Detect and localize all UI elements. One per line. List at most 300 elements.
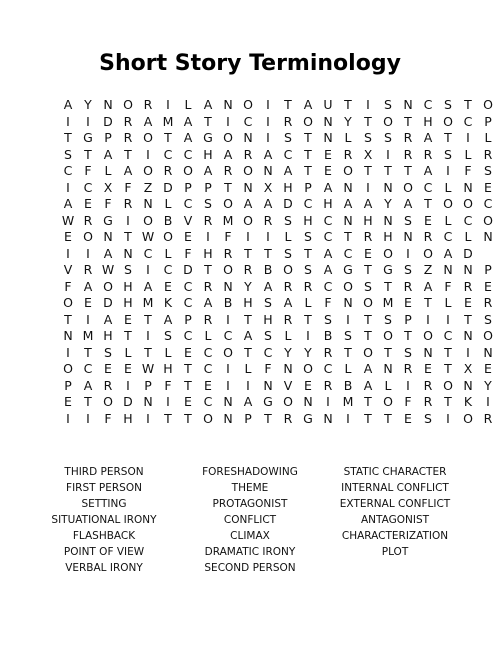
- grid-letter: T: [364, 262, 372, 277]
- letter-grid: [58, 97, 493, 427]
- grid-letter: T: [164, 130, 172, 145]
- grid-letter: S: [264, 295, 272, 310]
- word-list-item: STATIC CHARACTER: [343, 466, 447, 478]
- grid-row: [58, 245, 473, 263]
- grid-letter: Z: [423, 262, 433, 277]
- grid-letter: A: [323, 245, 333, 261]
- word-list-item: CHARACTERIZATION: [341, 530, 449, 542]
- grid-letter: P: [304, 179, 312, 195]
- grid-letter: I: [246, 377, 250, 393]
- grid-letter: S: [444, 97, 452, 112]
- grid-letter: T: [364, 394, 372, 409]
- grid-letter: D: [123, 394, 133, 409]
- grid-letter: C: [263, 344, 273, 360]
- grid-letter: I: [226, 377, 230, 393]
- grid-letter: A: [203, 295, 213, 310]
- grid-letter: I: [166, 97, 170, 112]
- grid-row: [58, 179, 492, 197]
- grid-letter: A: [363, 196, 373, 211]
- grid-letter: T: [304, 130, 312, 145]
- grid-letter: D: [163, 179, 173, 195]
- grid-letter: T: [404, 163, 412, 178]
- grid-letter: O: [283, 394, 293, 409]
- grid-letter: O: [343, 163, 353, 178]
- grid-row: [58, 394, 490, 411]
- grid-letter: S: [404, 212, 412, 228]
- grid-letter: T: [384, 344, 392, 360]
- grid-letter: F: [264, 361, 272, 376]
- grid-letter: A: [303, 97, 313, 112]
- grid-letter: R: [283, 113, 293, 129]
- grid-letter: S: [364, 278, 372, 294]
- grid-letter: I: [406, 245, 410, 261]
- grid-letter: L: [464, 146, 472, 162]
- grid-letter: C: [423, 179, 433, 195]
- grid-letter: O: [223, 262, 233, 277]
- grid-letter: S: [304, 229, 312, 244]
- grid-letter: L: [164, 196, 172, 211]
- grid-letter: N: [63, 328, 73, 343]
- grid-letter: C: [223, 328, 233, 343]
- grid-letter: T: [444, 394, 452, 409]
- grid-letter: T: [444, 344, 452, 360]
- grid-letter: A: [263, 196, 273, 211]
- grid-letter: O: [483, 328, 493, 343]
- grid-letter: N: [403, 97, 413, 112]
- grid-letter: E: [64, 394, 72, 409]
- grid-letter: A: [203, 163, 213, 178]
- grid-row: [58, 311, 492, 329]
- grid-letter: N: [323, 410, 333, 426]
- grid-letter: C: [343, 245, 353, 261]
- grid-letter: N: [323, 130, 333, 145]
- grid-letter: S: [204, 196, 212, 211]
- grid-letter: R: [403, 361, 413, 376]
- grid-letter: I: [226, 311, 230, 327]
- grid-row: [58, 113, 492, 131]
- grid-letter: N: [223, 97, 233, 112]
- grid-letter: P: [484, 262, 492, 277]
- grid-letter: L: [164, 245, 172, 261]
- grid-letter: C: [463, 212, 473, 228]
- grid-letter: C: [303, 196, 313, 211]
- grid-letter: S: [304, 262, 312, 277]
- grid-letter: T: [384, 163, 392, 178]
- grid-letter: N: [263, 163, 273, 178]
- grid-letter: L: [104, 163, 112, 178]
- grid-letter: S: [324, 311, 332, 327]
- grid-letter: T: [264, 410, 272, 426]
- grid-letter: A: [363, 361, 373, 376]
- grid-row: [58, 328, 493, 345]
- grid-letter: O: [223, 196, 233, 211]
- grid-letter: R: [203, 311, 213, 327]
- grid-letter: O: [63, 361, 73, 376]
- grid-letter: E: [464, 295, 472, 310]
- grid-letter: F: [84, 163, 92, 178]
- grid-letter: L: [184, 97, 192, 112]
- word-list-item: FIRST PERSON: [66, 482, 142, 494]
- word-list-item: VERBAL IRONY: [65, 562, 143, 574]
- grid-letter: L: [344, 361, 352, 376]
- grid-letter: E: [484, 278, 492, 294]
- grid-letter: I: [146, 146, 150, 162]
- grid-letter: A: [223, 146, 233, 162]
- grid-letter: A: [103, 146, 113, 162]
- grid-letter: H: [363, 212, 373, 228]
- grid-letter: T: [364, 410, 372, 426]
- grid-letter: O: [123, 97, 133, 112]
- grid-letter: I: [66, 179, 70, 195]
- grid-letter: C: [143, 245, 153, 261]
- grid-letter: T: [344, 97, 352, 112]
- grid-letter: O: [383, 328, 393, 343]
- grid-letter: S: [484, 311, 492, 327]
- grid-letter: T: [464, 311, 472, 327]
- grid-letter: T: [244, 311, 252, 327]
- grid-letter: O: [183, 163, 193, 178]
- grid-letter: C: [283, 146, 293, 162]
- grid-letter: C: [183, 278, 193, 294]
- grid-letter: H: [383, 229, 393, 244]
- grid-letter: I: [446, 163, 450, 178]
- grid-letter: P: [484, 113, 492, 129]
- grid-letter: I: [86, 113, 90, 129]
- grid-letter: S: [404, 262, 412, 277]
- grid-letter: R: [123, 113, 133, 129]
- grid-letter: D: [183, 262, 193, 277]
- grid-letter: R: [323, 344, 333, 360]
- grid-letter: T: [224, 179, 232, 195]
- grid-letter: D: [283, 196, 293, 211]
- grid-letter: T: [344, 344, 352, 360]
- grid-letter: N: [463, 179, 473, 195]
- grid-letter: N: [383, 361, 393, 376]
- grid-letter: O: [103, 278, 113, 294]
- grid-letter: C: [163, 146, 173, 162]
- grid-letter: N: [403, 229, 413, 244]
- grid-letter: O: [403, 179, 413, 195]
- grid-letter: E: [164, 278, 172, 294]
- grid-letter: T: [364, 113, 372, 129]
- grid-letter: I: [146, 410, 150, 426]
- grid-letter: R: [283, 410, 293, 426]
- grid-letter: T: [204, 113, 212, 129]
- grid-letter: I: [266, 97, 270, 112]
- grid-letter: C: [243, 113, 253, 129]
- grid-letter: N: [383, 212, 393, 228]
- grid-letter: T: [164, 410, 172, 426]
- grid-letter: O: [223, 344, 233, 360]
- grid-letter: R: [463, 278, 473, 294]
- grid-letter: N: [243, 179, 253, 195]
- word-list-item: THIRD PERSON: [64, 466, 144, 478]
- grid-letter: O: [383, 113, 393, 129]
- grid-letter: G: [83, 130, 93, 145]
- grid-letter: D: [103, 113, 113, 129]
- grid-letter: R: [483, 146, 493, 162]
- grid-letter: R: [423, 229, 433, 244]
- grid-letter: O: [483, 212, 493, 228]
- grid-letter: T: [444, 130, 452, 145]
- grid-letter: I: [486, 394, 490, 409]
- grid-letter: A: [63, 97, 73, 112]
- grid-letter: T: [124, 229, 132, 244]
- grid-row: [58, 97, 493, 114]
- grid-letter: M: [222, 212, 234, 228]
- grid-letter: R: [283, 278, 293, 294]
- grid-letter: L: [444, 212, 452, 228]
- grid-letter: O: [223, 130, 233, 145]
- grid-letter: A: [283, 295, 293, 310]
- grid-letter: Y: [244, 278, 252, 294]
- grid-letter: I: [66, 410, 70, 426]
- grid-letter: T: [264, 245, 272, 261]
- grid-letter: H: [123, 410, 133, 426]
- grid-letter: N: [383, 179, 393, 195]
- grid-letter: H: [163, 361, 173, 376]
- grid-letter: A: [123, 163, 133, 178]
- grid-letter: F: [464, 163, 472, 178]
- grid-letter: T: [304, 245, 312, 261]
- grid-row: [58, 212, 493, 230]
- grid-letter: R: [123, 196, 133, 211]
- grid-letter: T: [304, 146, 312, 162]
- grid-letter: P: [244, 410, 252, 426]
- grid-letter: P: [184, 311, 192, 327]
- grid-letter: O: [203, 410, 213, 426]
- grid-letter: E: [324, 146, 332, 162]
- grid-letter: A: [243, 394, 253, 409]
- grid-letter: T: [364, 328, 372, 343]
- grid-letter: T: [204, 262, 212, 277]
- grid-letter: I: [86, 410, 90, 426]
- grid-row: [58, 344, 493, 362]
- word-list-item: INTERNAL CONFLICT: [341, 482, 449, 494]
- grid-letter: S: [124, 262, 132, 277]
- grid-letter: C: [163, 262, 173, 277]
- grid-letter: P: [404, 311, 412, 327]
- word-column-2: [170, 464, 330, 576]
- grid-letter: T: [124, 146, 132, 162]
- grid-letter: F: [324, 295, 332, 310]
- grid-letter: O: [243, 97, 253, 112]
- grid-letter: K: [163, 295, 173, 310]
- grid-letter: E: [124, 311, 132, 327]
- grid-letter: I: [306, 328, 310, 343]
- grid-letter: A: [143, 278, 153, 294]
- grid-letter: R: [223, 245, 233, 261]
- word-list-item: ANTAGONIST: [360, 514, 430, 526]
- grid-letter: T: [304, 163, 312, 178]
- grid-letter: I: [366, 97, 370, 112]
- grid-letter: A: [403, 196, 413, 211]
- grid-letter: Y: [304, 344, 312, 360]
- word-list-item: SETTING: [81, 498, 127, 510]
- grid-letter: M: [142, 295, 154, 310]
- grid-row: [58, 146, 493, 164]
- grid-letter: E: [104, 361, 112, 376]
- grid-letter: F: [104, 410, 112, 426]
- grid-letter: R: [203, 212, 213, 228]
- grid-letter: T: [284, 97, 292, 112]
- grid-letter: R: [163, 163, 173, 178]
- grid-letter: R: [323, 377, 333, 393]
- grid-letter: N: [483, 229, 493, 244]
- grid-letter: R: [203, 278, 213, 294]
- grid-letter: E: [484, 179, 492, 195]
- grid-letter: I: [446, 410, 450, 426]
- grid-letter: S: [424, 410, 432, 426]
- grid-letter: O: [83, 229, 93, 244]
- grid-letter: R: [403, 146, 413, 162]
- grid-letter: T: [184, 361, 192, 376]
- grid-letter: M: [82, 328, 94, 343]
- grid-letter: L: [204, 328, 212, 343]
- grid-letter: H: [323, 196, 333, 211]
- grid-letter: N: [463, 377, 473, 393]
- grid-letter: M: [342, 394, 354, 409]
- grid-letter: I: [66, 245, 70, 261]
- word-column-1: [24, 464, 184, 576]
- grid-letter: V: [183, 212, 193, 228]
- word-list-item: POINT OF VIEW: [63, 546, 145, 558]
- grid-letter: T: [84, 394, 92, 409]
- grid-letter: B: [323, 328, 333, 343]
- grid-letter: O: [443, 377, 453, 393]
- grid-letter: A: [163, 311, 173, 327]
- grid-letter: S: [384, 97, 392, 112]
- grid-letter: L: [284, 328, 292, 343]
- grid-letter: E: [424, 361, 432, 376]
- word-list-item: SITUATIONAL IRONY: [51, 514, 157, 526]
- grid-letter: N: [143, 394, 153, 409]
- grid-letter: E: [324, 163, 332, 178]
- grid-letter: A: [243, 196, 253, 211]
- grid-letter: F: [164, 377, 172, 393]
- grid-letter: S: [364, 130, 372, 145]
- grid-letter: E: [484, 361, 492, 376]
- grid-letter: N: [303, 394, 313, 409]
- grid-letter: E: [64, 229, 72, 244]
- grid-letter: A: [183, 130, 193, 145]
- grid-row: [58, 377, 492, 395]
- grid-letter: T: [184, 410, 192, 426]
- grid-letter: F: [444, 278, 452, 294]
- grid-letter: A: [263, 146, 273, 162]
- grid-letter: I: [266, 130, 270, 145]
- grid-letter: T: [364, 163, 372, 178]
- grid-letter: C: [183, 196, 193, 211]
- grid-row: [58, 229, 493, 246]
- grid-letter: F: [184, 245, 192, 261]
- grid-letter: A: [443, 245, 453, 261]
- grid-letter: R: [363, 229, 373, 244]
- grid-row: [58, 130, 492, 147]
- grid-letter: X: [263, 179, 273, 195]
- grid-letter: R: [83, 262, 93, 277]
- grid-letter: I: [446, 311, 450, 327]
- grid-letter: W: [141, 361, 155, 376]
- grid-letter: I: [166, 394, 170, 409]
- grid-letter: P: [104, 130, 112, 145]
- grid-letter: I: [206, 229, 210, 244]
- grid-letter: C: [323, 361, 333, 376]
- grid-letter: E: [204, 377, 212, 393]
- grid-letter: C: [443, 229, 453, 244]
- grid-letter: C: [183, 146, 193, 162]
- grid-letter: T: [304, 311, 312, 327]
- grid-letter: A: [203, 97, 213, 112]
- grid-letter: L: [124, 344, 132, 360]
- grid-letter: K: [463, 394, 473, 409]
- grid-letter: S: [484, 163, 492, 178]
- grid-letter: L: [304, 295, 312, 310]
- grid-letter: O: [243, 212, 253, 228]
- grid-letter: D: [463, 245, 473, 261]
- grid-letter: O: [443, 113, 453, 129]
- grid-letter: S: [264, 328, 272, 343]
- grid-letter: H: [423, 113, 433, 129]
- grid-letter: H: [123, 278, 133, 294]
- grid-letter: N: [223, 394, 233, 409]
- grid-letter: C: [183, 328, 193, 343]
- grid-letter: N: [143, 196, 153, 211]
- grid-letter: H: [283, 179, 293, 195]
- grid-letter: R: [103, 377, 113, 393]
- grid-letter: I: [126, 212, 130, 228]
- grid-letter: F: [104, 196, 112, 211]
- grid-letter: E: [184, 229, 192, 244]
- grid-letter: Z: [143, 179, 153, 195]
- grid-letter: F: [224, 229, 232, 244]
- grid-letter: L: [464, 229, 472, 244]
- grid-letter: O: [343, 278, 353, 294]
- grid-letter: O: [363, 344, 373, 360]
- grid-letter: F: [64, 278, 72, 294]
- word-list-item: FLASHBACK: [72, 530, 136, 542]
- grid-letter: O: [163, 229, 173, 244]
- grid-letter: A: [263, 278, 273, 294]
- grid-letter: N: [223, 278, 233, 294]
- grid-letter: S: [164, 328, 172, 343]
- grid-letter: H: [303, 212, 313, 228]
- grid-letter: R: [483, 295, 493, 310]
- grid-letter: T: [124, 328, 132, 343]
- grid-letter: O: [143, 212, 153, 228]
- grid-letter: O: [483, 97, 493, 112]
- grid-letter: Y: [284, 344, 292, 360]
- grid-letter: A: [283, 163, 293, 178]
- grid-letter: C: [63, 163, 73, 178]
- grid-letter: F: [124, 179, 132, 195]
- grid-letter: R: [123, 130, 133, 145]
- grid-letter: N: [103, 229, 113, 244]
- grid-letter: T: [404, 328, 412, 343]
- grid-letter: A: [343, 196, 353, 211]
- grid-letter: T: [64, 130, 72, 145]
- grid-letter: E: [424, 212, 432, 228]
- grid-letter: S: [444, 146, 452, 162]
- grid-letter: I: [226, 113, 230, 129]
- grid-letter: C: [463, 113, 473, 129]
- grid-letter: N: [323, 113, 333, 129]
- grid-letter: I: [426, 311, 430, 327]
- grid-letter: T: [364, 311, 372, 327]
- grid-letter: C: [83, 361, 93, 376]
- grid-letter: I: [366, 179, 370, 195]
- grid-letter: H: [103, 328, 113, 343]
